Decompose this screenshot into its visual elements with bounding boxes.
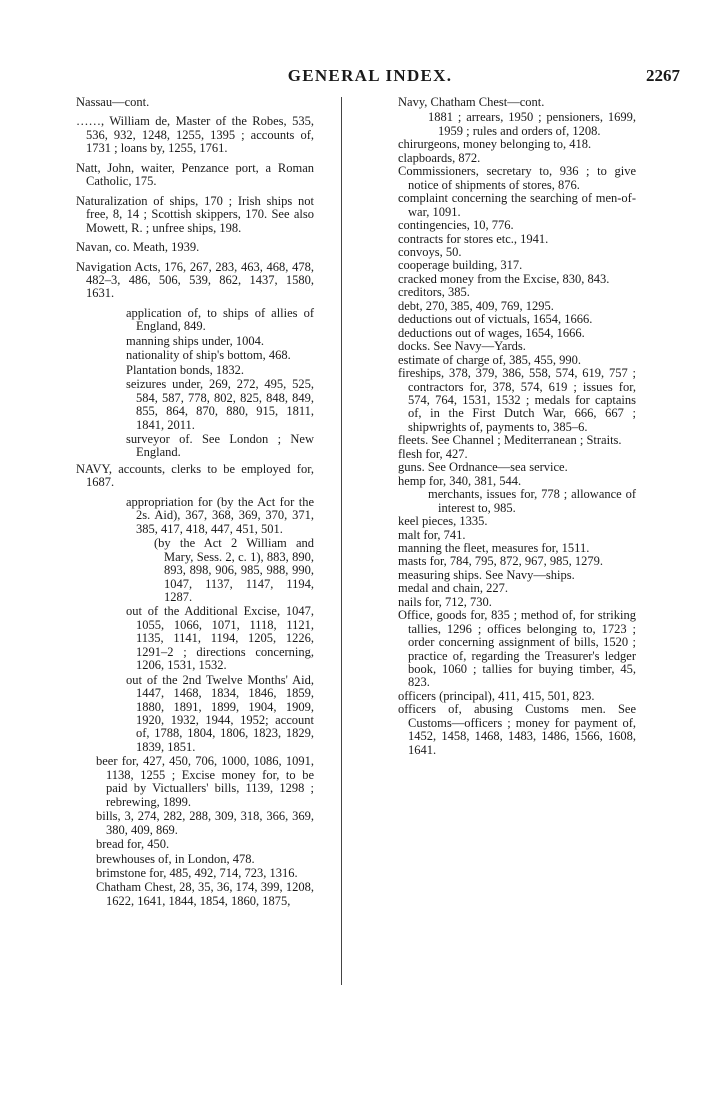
- index-entry: deductions out of victuals, 1654, 1666.: [398, 312, 593, 327]
- index-entry: manning the fleet, measures for, 1511.: [398, 540, 590, 555]
- index-entry: debt, 270, 385, 409, 769, 1295.: [398, 298, 554, 313]
- index-entry: deductions out of wages, 1654, 1666.: [398, 325, 585, 340]
- index-entry: Nassau—cont.: [76, 95, 150, 109]
- index-entry: cracked money from the Excise, 830, 843.: [398, 271, 610, 286]
- page-title: GENERAL INDEX.: [287, 66, 453, 85]
- index-entry: complaint concerning the searching of men-of-war, 1091.: [398, 191, 636, 219]
- index-entry: estimate of charge of, 385, 455, 990.: [398, 352, 582, 367]
- index-entry: Office, goods for, 835 ; method of, for striking tallies, 1296 ; offices belonging to, 1723 ; order concerning assignment of bills, 1520 ; practice of, regarding the Treasurer's ledger book, 1060 ; tallies for buying timber, 45, 823.: [398, 608, 636, 690]
- index-entry: ……, William de, Master of the Robes, 535, 536, 932, 1248, 1255, 1395 ; accounts of, 1731 ; loans by, 1255, 1761.: [76, 114, 314, 156]
- right-index-column: [398, 96, 636, 757]
- index-entry: fleets. See Channel ; Mediterranean ; Straits.: [398, 433, 622, 448]
- page-header: [60, 66, 680, 88]
- index-entry: 1881 ; arrears, 1950 ; pensioners, 1699, 1959 ; rules and orders of, 1208.: [428, 110, 636, 138]
- index-entry: Chatham Chest, 28, 35, 36, 174, 399, 1208, 1622, 1641, 1844, 1854, 1860, 1875,: [96, 880, 314, 908]
- index-entry: Navy, Chatham Chest—cont.: [398, 95, 545, 109]
- index-entry: merchants, issues for, 778 ; allowance of interest to, 985.: [428, 487, 636, 515]
- index-entry: masts for, 784, 795, 872, 967, 985, 1279.: [398, 554, 604, 569]
- index-entry: Navan, co. Meath, 1939.: [76, 240, 200, 255]
- index-entry: bread for, 450.: [96, 837, 170, 852]
- index-entry: Natt, John, waiter, Penzance port, a Roman Catholic, 175.: [76, 160, 314, 189]
- column-divider: [341, 97, 342, 985]
- index-entry: docks. See Navy—Yards.: [398, 339, 526, 354]
- index-entry: out of the Additional Excise, 1047, 1055, 1066, 1071, 1118, 1121, 1135, 1141, 1194, 1205, 1226, 1291–2 ; directions concerning, 1206, 1531, 1532.: [126, 604, 314, 673]
- index-entry: contracts for stores etc., 1941.: [398, 231, 549, 246]
- index-entry: measuring ships. See Navy—ships.: [398, 567, 575, 582]
- index-entry: keel pieces, 1335.: [398, 514, 488, 529]
- index-entry: flesh for, 427.: [398, 446, 468, 461]
- index-entry: cooperage building, 317.: [398, 258, 523, 273]
- index-entry: contingencies, 10, 776.: [398, 218, 514, 233]
- index-entry: Naturalization of ships, 170 ; Irish ships not free, 8, 14 ; Scottish skippers, 170. See also Mowett, R. ; unfree ships, 198.: [76, 193, 314, 235]
- index-entry: officers of, abusing Customs men. See Customs—officers ; money for payment of, 1452, 1458, 1468, 1483, 1486, 1566, 1608, 1641.: [398, 702, 636, 757]
- left-index-column: [76, 96, 314, 909]
- index-entry: surveyor of. See London ; New England.: [126, 431, 314, 460]
- index-entry: hemp for, 340, 381, 544.: [398, 473, 522, 488]
- index-entry: application of, to ships of allies of England, 849.: [126, 305, 314, 334]
- index-entry: Navigation Acts, 176, 267, 283, 463, 468, 478, 482–3, 486, 506, 539, 862, 1437, 1580, 1631.: [76, 259, 314, 301]
- index-entry: brewhouses of, in London, 478.: [96, 851, 255, 866]
- index-entry: nationality of ship's bottom, 468.: [126, 348, 291, 363]
- index-entry: malt for, 741.: [398, 527, 466, 542]
- index-entry: chirurgeons, money belonging to, 418.: [398, 137, 592, 152]
- index-entry: NAVY, accounts, clerks to be employed for, 1687.: [76, 461, 314, 490]
- index-entry: (by the Act 2 William and Mary, Sess. 2, c. 1), 883, 890, 893, 898, 906, 985, 988, 990, 1047, 1137, 1147, 1194, 1287.: [154, 536, 314, 604]
- index-entry: clapboards, 872.: [398, 150, 481, 165]
- index-entry: appropriation for (by the Act for the 2s. Aid), 367, 368, 369, 370, 371, 385, 417, 418, 447, 451, 501.: [126, 494, 314, 536]
- index-entry: beer for, 427, 450, 706, 1000, 1086, 1091, 1138, 1255 ; Excise money for, to be paid by Victuallers' bills, 1139, 1298 ; rebrewing, 1899.: [96, 754, 314, 809]
- index-entry: bills, 3, 274, 282, 288, 309, 318, 366, 369, 380, 409, 869.: [96, 809, 314, 837]
- index-entry: manning ships under, 1004.: [126, 333, 265, 348]
- index-entry: brimstone for, 485, 492, 714, 723, 1316.: [96, 866, 298, 881]
- index-entry: Commissioners, secretary to, 936 ; to give notice of shipments of stores, 876.: [398, 164, 636, 192]
- page-number: 2267: [646, 66, 680, 85]
- index-entry: nails for, 712, 730.: [398, 594, 492, 609]
- index-entry: convoys, 50.: [398, 244, 462, 259]
- index-entry: medal and chain, 227.: [398, 581, 509, 596]
- index-entry: guns. See Ordnance—sea service.: [398, 460, 568, 475]
- index-entry: out of the 2nd Twelve Months' Aid, 1447, 1468, 1834, 1846, 1859, 1880, 1891, 1899, 1904, 1909, 1920, 1932, 1944, 1952; account of, 1788, 1804, 1806, 1823, 1829, 1839, 1851.: [126, 672, 314, 754]
- index-entry: officers (principal), 411, 415, 501, 823.: [398, 688, 595, 703]
- index-entry: seizures under, 269, 272, 495, 525, 584, 587, 778, 802, 825, 848, 849, 855, 864, 870, 880, 915, 1811, 1841, 2011.: [126, 377, 314, 432]
- index-entry: fireships, 378, 379, 386, 558, 574, 619, 757 ; contractors for, 378, 574, 619 ; issues for, 574, 764, 1531, 1532 ; medals for captains of, in the First Dutch War, 666, 667 ; shipwrights of, payments to, 385–6.: [398, 366, 636, 434]
- index-entry: creditors, 385.: [398, 285, 470, 300]
- index-entry: Plantation bonds, 1832.: [126, 362, 245, 377]
